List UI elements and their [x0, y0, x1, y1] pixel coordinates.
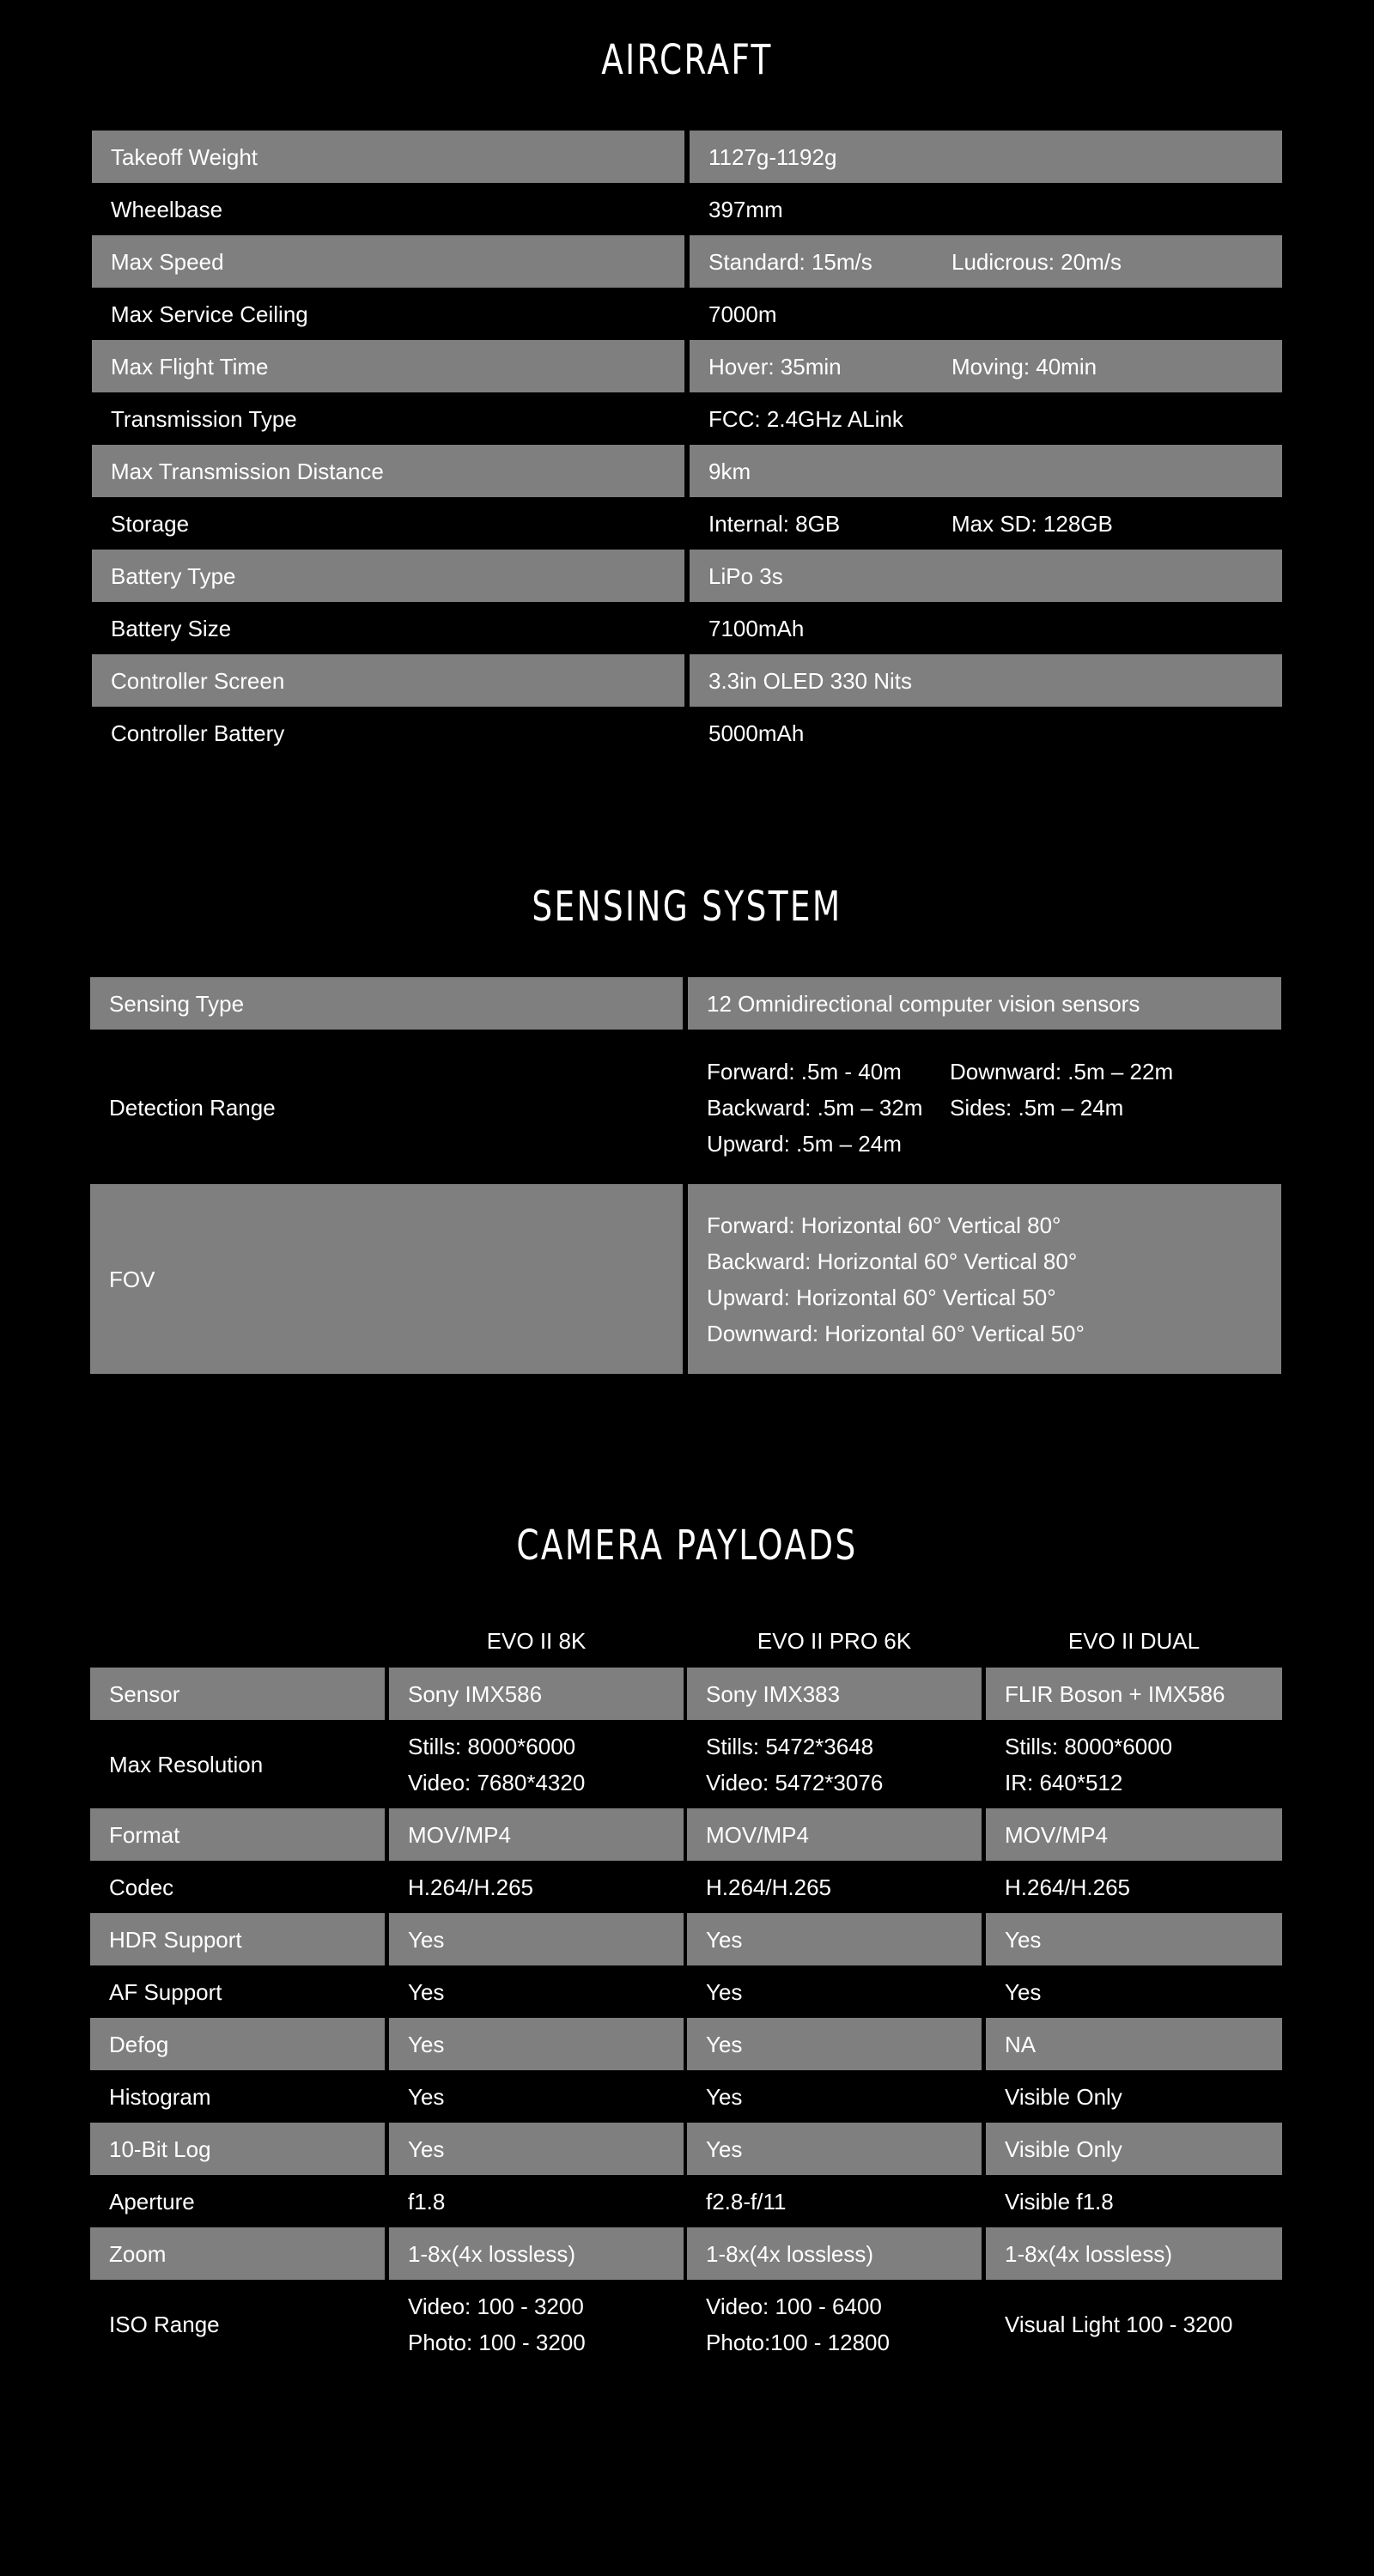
spec-value [690, 497, 1282, 550]
spec-value: Visible f1.8 [1005, 2188, 1114, 2215]
range-downward: Downward: .5m – 22m [950, 1059, 1174, 1084]
spec-value [690, 235, 1282, 288]
spec-value: 12 Omnidirectional computer vision sensors [688, 977, 1281, 1030]
spec-label: Max Service Ceiling [111, 301, 308, 327]
spec-label: 10-Bit Log [90, 2123, 385, 2175]
spec-value: NA [986, 2018, 1282, 2070]
spec-label: ISO Range [109, 2311, 220, 2337]
spec-value: Visible Only [986, 2123, 1282, 2175]
spec-value: 7100mAh [708, 615, 805, 641]
spec-value [687, 2280, 982, 2368]
spec-value: 3.3in OLED 330 Nits [690, 654, 1282, 707]
spec-label: Defog [90, 2018, 385, 2070]
spec-label: Sensing Type [90, 977, 683, 1030]
spec-label: Battery Type [92, 550, 684, 602]
range-sides: Sides: .5m – 24m [950, 1095, 1124, 1121]
spec-value: Yes [408, 2083, 445, 2110]
spec-value: Yes [687, 2018, 982, 2070]
spec-value: Sony IMX586 [389, 1668, 684, 1720]
spec-value-line: Video: 5472*3076 [706, 1769, 884, 1795]
spec-value: 1-8x(4x lossless) [687, 2227, 982, 2280]
spec-label: Wheelbase [111, 196, 223, 222]
spec-value-line: IR: 640*512 [1005, 1769, 1123, 1795]
column-header: EVO II 8K [486, 1628, 587, 1654]
spec-label: Max Transmission Distance [92, 445, 684, 497]
spec-value-line: Video: 100 - 3200 [408, 2293, 584, 2319]
fov-line: Backward: Horizontal 60° Vertical 80° [707, 1248, 1078, 1274]
spec-value: FCC: 2.4GHz ALink [708, 405, 903, 432]
spec-label: Controller Battery [111, 720, 285, 746]
spec-value-primary: Internal: 8GB [708, 510, 841, 537]
spec-label: HDR Support [90, 1913, 385, 1965]
spec-label: Transmission Type [111, 405, 297, 432]
spec-value: MOV/MP4 [986, 1808, 1282, 1861]
spec-label: Codec [109, 1874, 174, 1900]
spec-value-line: Photo:100 - 12800 [706, 2329, 890, 2355]
spec-value: Visible Only [1005, 2083, 1122, 2110]
range-forward: Forward: .5m - 40m [707, 1059, 902, 1084]
spec-value: Yes [706, 1978, 743, 2005]
spec-label: Max Flight Time [92, 340, 684, 392]
spec-value-line: Video: 7680*4320 [408, 1769, 586, 1795]
spec-value-line: Photo: 100 - 3200 [408, 2329, 586, 2355]
spec-value-line: Stills: 8000*6000 [1005, 1733, 1173, 1759]
spec-label: Storage [111, 510, 190, 537]
spec-value: Yes [687, 2123, 982, 2175]
spec-label: Max Speed [92, 235, 684, 288]
fov-line: Forward: Horizontal 60° Vertical 80° [707, 1212, 1061, 1238]
spec-value: 1127g-1192g [690, 131, 1282, 183]
spec-value-line: Stills: 5472*3648 [706, 1733, 874, 1759]
spec-value-secondary: Ludicrous: 20m/s [951, 248, 1122, 275]
spec-value: f2.8-f/11 [706, 2188, 787, 2215]
spec-value [986, 1720, 1282, 1808]
spec-label: Controller Screen [92, 654, 684, 707]
spec-label: Takeoff Weight [92, 131, 684, 183]
spec-value: 7000m [708, 301, 777, 327]
spec-value: H.264/H.265 [408, 1874, 533, 1900]
spec-label: Battery Size [111, 615, 232, 641]
range-upward: Upward: .5m – 24m [707, 1131, 902, 1157]
spec-value: MOV/MP4 [687, 1808, 982, 1861]
spec-value: Yes [389, 1913, 684, 1965]
spec-value [690, 340, 1282, 392]
sensing-title: SENSING SYSTEM [532, 883, 842, 931]
range-backward: Backward: .5m – 32m [707, 1095, 923, 1121]
spec-value: Yes [389, 2123, 684, 2175]
spec-label: Format [90, 1808, 385, 1861]
spec-value: H.264/H.265 [1005, 1874, 1130, 1900]
camera-title: CAMERA PAYLOADS [516, 1522, 858, 1570]
spec-value: 5000mAh [708, 720, 805, 746]
spec-value-secondary: Max SD: 128GB [951, 510, 1113, 537]
spec-value: 397mm [708, 196, 783, 222]
spec-value: MOV/MP4 [389, 1808, 684, 1861]
spec-value: Yes [687, 1913, 982, 1965]
spec-value [389, 1720, 684, 1808]
spec-value: H.264/H.265 [706, 1874, 831, 1900]
spec-label: FOV [90, 1184, 683, 1374]
spec-value-line: Stills: 8000*6000 [408, 1733, 576, 1759]
spec-value: 1-8x(4x lossless) [389, 2227, 684, 2280]
detection-range-value [688, 1035, 1281, 1181]
spec-value-primary: Standard: 15m/s [708, 248, 872, 275]
spec-value [389, 2280, 684, 2368]
aircraft-title: AIRCRAFT [601, 36, 773, 84]
fov-value [688, 1184, 1281, 1374]
spec-value-line: Video: 100 - 6400 [706, 2293, 882, 2319]
spec-label: Zoom [90, 2227, 385, 2280]
spec-value: Visual Light 100 - 3200 [1005, 2311, 1233, 2337]
spec-label: Detection Range [109, 1095, 276, 1121]
spec-value: Yes [706, 2083, 743, 2110]
spec-label: AF Support [109, 1978, 222, 2005]
spec-value [687, 1720, 982, 1808]
spec-value: f1.8 [408, 2188, 446, 2215]
spec-value-primary: Hover: 35min [708, 353, 842, 380]
column-header: EVO II DUAL [1067, 1628, 1201, 1654]
fov-line: Upward: Horizontal 60° Vertical 50° [707, 1284, 1056, 1310]
spec-value: Sony IMX383 [687, 1668, 982, 1720]
spec-value: Yes [408, 1978, 445, 2005]
spec-value: Yes [1005, 1978, 1042, 2005]
spec-label: Histogram [109, 2083, 211, 2110]
spec-label: Max Resolution [109, 1751, 264, 1777]
column-header: EVO II PRO 6K [757, 1628, 912, 1654]
spec-value: Yes [986, 1913, 1282, 1965]
spec-value-secondary: Moving: 40min [951, 353, 1097, 380]
spec-value: FLIR Boson + IMX586 [986, 1668, 1282, 1720]
spec-value: LiPo 3s [690, 550, 1282, 602]
spec-value: Yes [389, 2018, 684, 2070]
spec-value: 9km [690, 445, 1282, 497]
spec-label: Sensor [90, 1668, 385, 1720]
spec-label: Aperture [109, 2188, 195, 2215]
fov-line: Downward: Horizontal 60° Vertical 50° [707, 1320, 1085, 1346]
spec-value: 1-8x(4x lossless) [986, 2227, 1282, 2280]
